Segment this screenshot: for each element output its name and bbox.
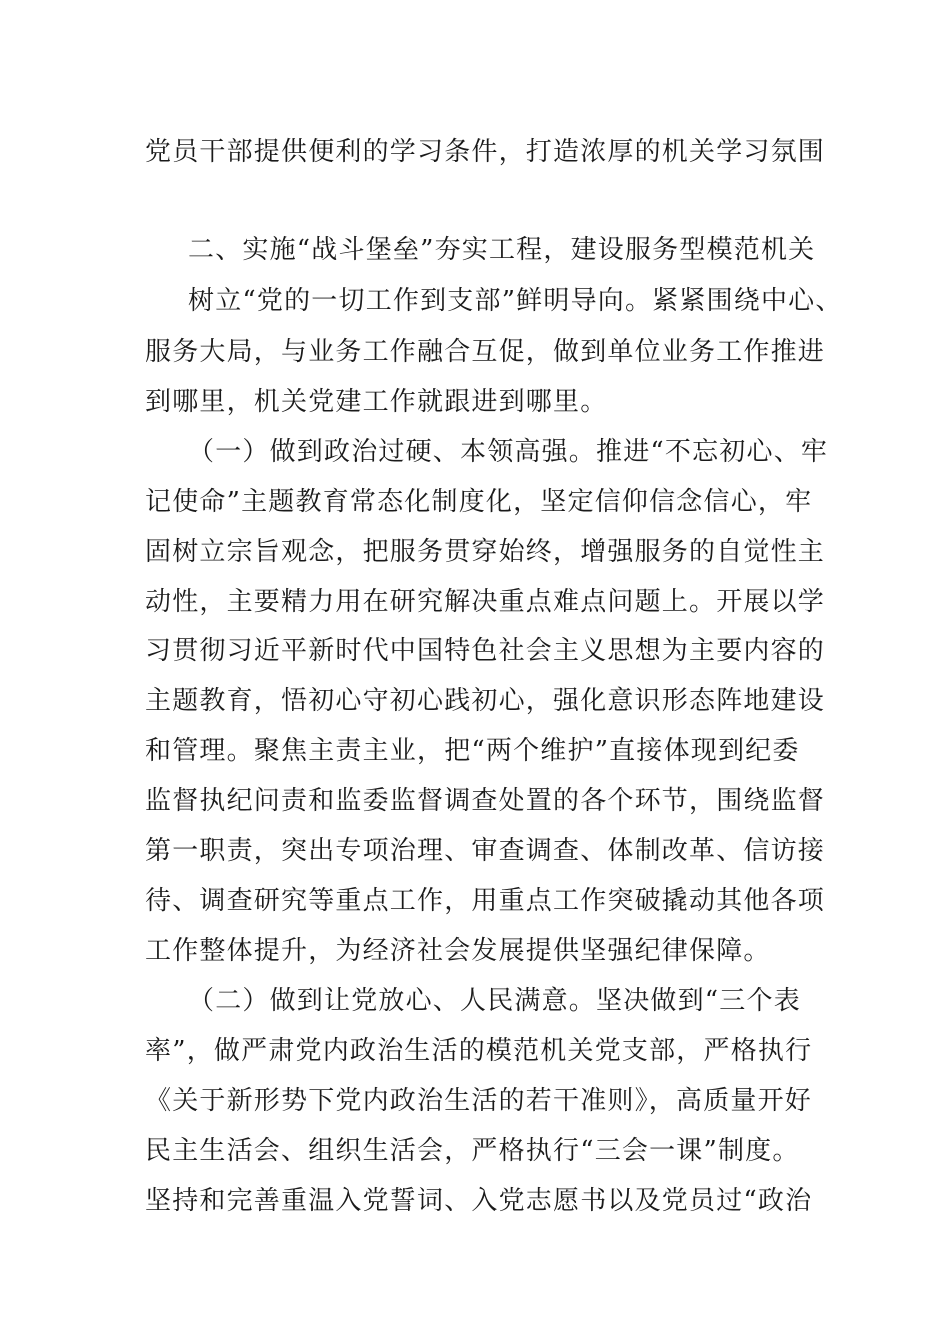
text-line: 服务大局，与业务工作融合互促，做到单位业务工作推进 (145, 337, 826, 367)
text-line: 坚持和完善重温入党誓词、入党志愿书以及党员过“政治 (145, 1186, 813, 1216)
section-heading: 二、实施“战斗堡垒”夯实工程，建设服务型模范机关 (188, 235, 816, 265)
text-line: 到哪里，机关党建工作就跟进到哪里。 (145, 387, 608, 417)
text-line: 监督执纪问责和监委监督调查处置的各个环节，围绕监督 (145, 786, 826, 816)
text-line: 和管理。聚焦主责主业，把“两个维护”直接体现到纪委 (145, 736, 800, 766)
text-line: 固树立宗旨观念，把服务贯穿始终，增强服务的自觉性主 (145, 537, 826, 567)
text-line: 记使命”主题教育常态化制度化，坚定信仰信念信心，牢 (145, 487, 813, 517)
text-line: 第一职责，突出专项治理、审查调查、体制改革、信访接 (145, 836, 826, 866)
text-line: 党员干部提供便利的学习条件，打造浓厚的机关学习氛围 (145, 137, 826, 167)
text-line: 主题教育，悟初心守初心践初心，强化意识形态阵地建设 (145, 686, 826, 716)
text-line: 《关于新形势下党内政治生活的若干准则》，高质量开好 (145, 1086, 813, 1116)
text-line: 待、调查研究等重点工作，用重点工作突破撬动其他各项 (145, 886, 826, 916)
subsection-line: （一）做到政治过硬、本领高强。推进“不忘初心、牢 (188, 437, 829, 467)
text-line: 树立“党的一切工作到支部”鲜明导向。紧紧围绕中心、 (188, 286, 843, 316)
text-line: 习贯彻习近平新时代中国特色社会主义思想为主要内容的 (145, 636, 826, 666)
subsection-line: （二）做到让党放心、人民满意。坚决做到“三个表 (188, 986, 801, 1016)
text-line: 率”，做严肃党内政治生活的模范机关党支部，严格执行 (145, 1036, 813, 1066)
text-line: 工作整体提升，为经济社会发展提供坚强纪律保障。 (145, 936, 771, 966)
text-line: 动性，主要精力用在研究解决重点难点问题上。开展以学 (145, 587, 826, 617)
text-line: 民主生活会、组织生活会，严格执行“三会一课”制度。 (145, 1136, 800, 1166)
